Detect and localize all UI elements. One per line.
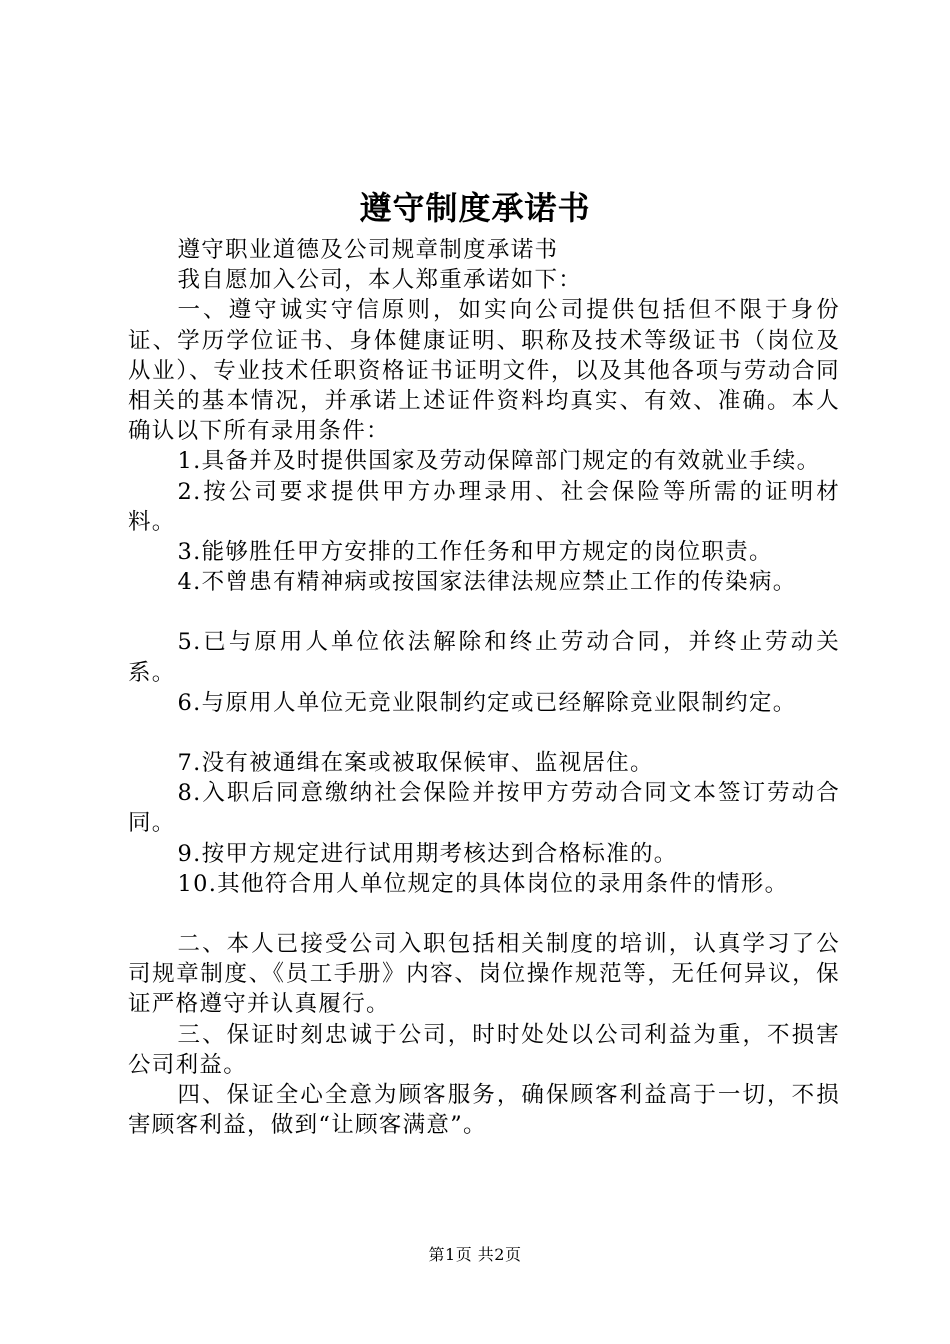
document-title: 遵守制度承诺书 xyxy=(359,189,591,227)
paragraph-clause-2: 二、本人已接受公司入职包括相关制度的培训，认真学习了公司规章制度、《员工手册》内容、岗位操作规范等，无任何异议，保证严格遵守并认真履行。 xyxy=(128,931,840,1018)
paragraph-clause-1: 一、遵守诚实守信原则，如实向公司提供包括但不限于身份证、学历学位证书、身体健康证明、职称及技术等级证书（岗位及从业）、专业技术任职资格证书证明文件，以及其他各项与劳动合同相关的基本情况，并承诺上述证件资料均真实、有效、准确。本人确认以下所有录用条件： xyxy=(128,297,840,445)
condition-item-8: 8.入职后同意缴纳社会保险并按甲方劳动合同文本签订劳动合同。 xyxy=(128,780,840,837)
condition-item-10: 10.其他符合用人单位规定的具体岗位的录用条件的情形。 xyxy=(177,870,789,897)
paragraph-clause-3: 三、保证时刻忠诚于公司，时时处处以公司利益为重，不损害公司利益。 xyxy=(128,1021,840,1078)
condition-item-2: 2.按公司要求提供甲方办理录用、社会保险等所需的证明材料。 xyxy=(128,478,840,535)
paragraph-intro: 我自愿加入公司，本人郑重承诺如下： xyxy=(177,267,583,294)
condition-item-9: 9.按甲方规定进行试用期考核达到合格标准的。 xyxy=(177,840,678,867)
document-body xyxy=(128,235,840,1140)
condition-item-5: 5.已与原用人单位依法解除和终止劳动合同，并终止劳动关系。 xyxy=(128,629,840,686)
condition-item-7: 7.没有被通缉在案或被取保候审、监视居住。 xyxy=(177,750,654,777)
condition-item-1: 1.具备并及时提供国家及劳动保障部门规定的有效就业手续。 xyxy=(177,448,821,475)
condition-item-4: 4.不曾患有精神病或按国家法律法规应禁止工作的传染病。 xyxy=(177,569,797,596)
page-number-footer: 第1页 共2页 xyxy=(428,1245,522,1264)
condition-item-6: 6.与原用人单位无竞业限制约定或已经解除竞业限制约定。 xyxy=(177,689,797,716)
paragraph-subtitle: 遵守职业道德及公司规章制度承诺书 xyxy=(177,237,559,263)
condition-item-3: 3.能够胜任甲方安排的工作任务和甲方规定的岗位职责。 xyxy=(177,539,773,566)
paragraph-clause-4: 四、保证全心全意为顾客服务，确保顾客利益高于一切，不损害顾客利益，做到“让顾客满意”。 xyxy=(128,1082,840,1139)
